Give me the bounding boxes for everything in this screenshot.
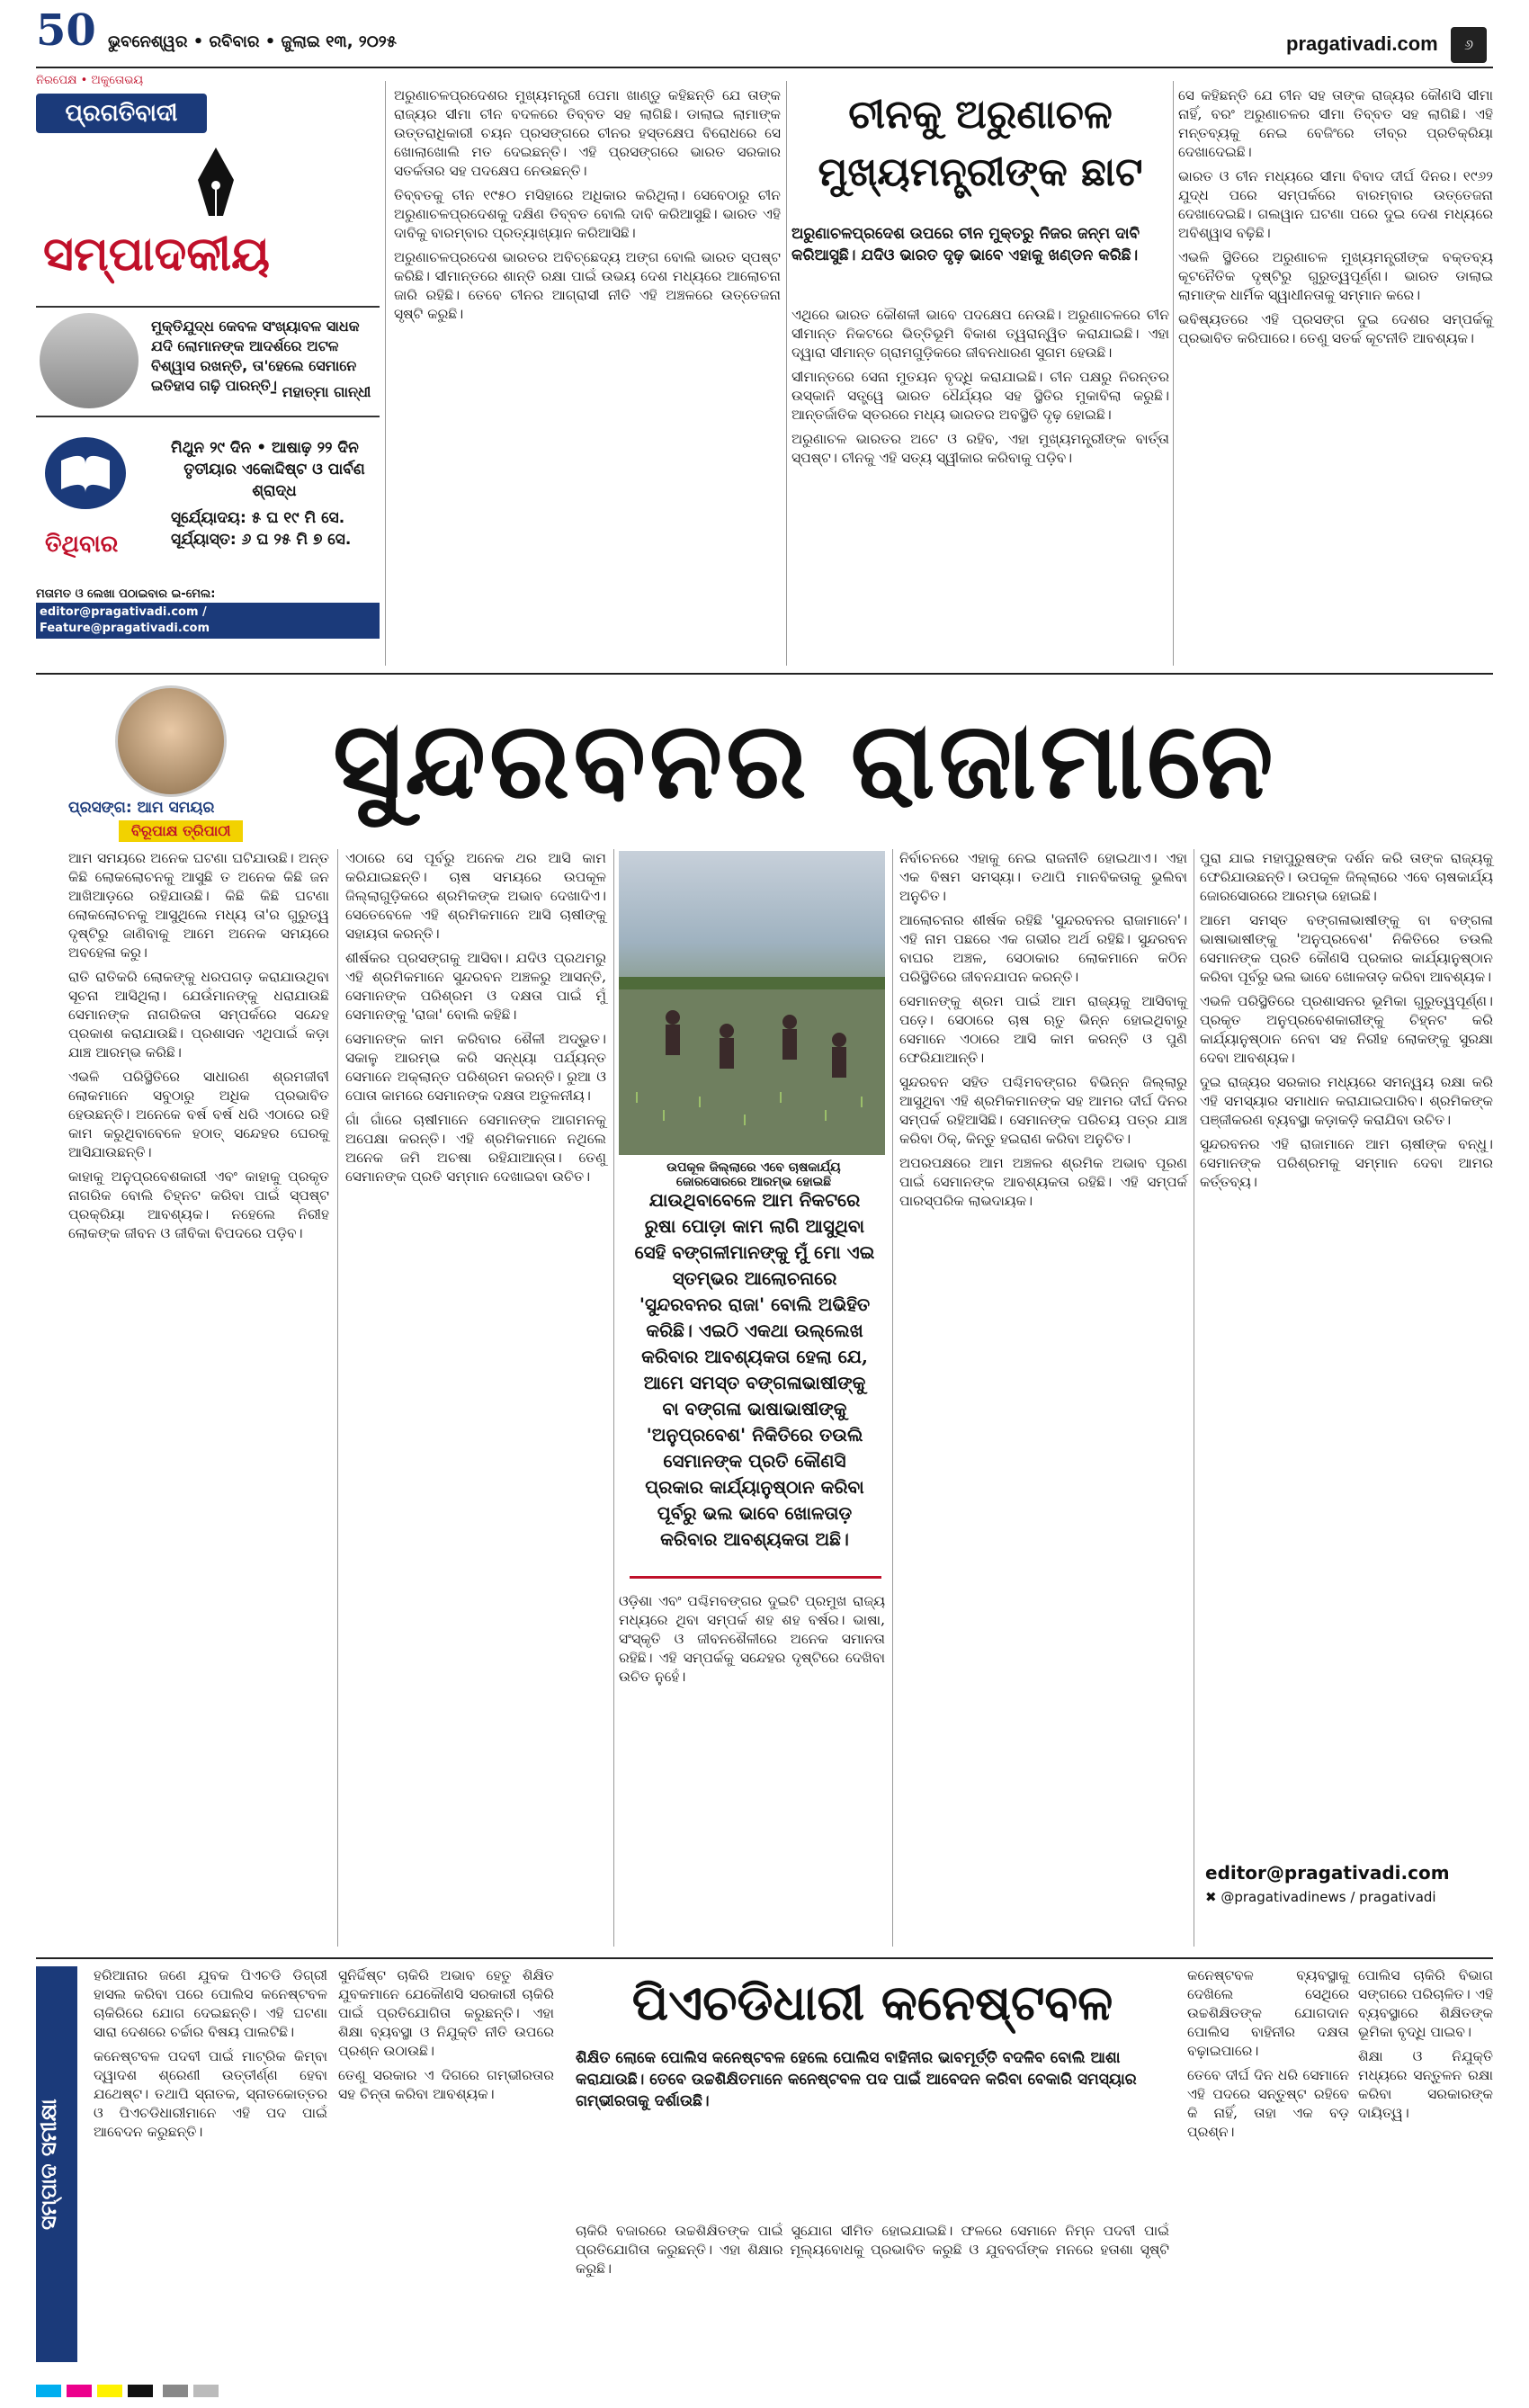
article-paragraph: ଦୁଇ ରାଜ୍ୟର ସରକାର ମଧ୍ୟରେ ସମନ୍ୱୟ ରକ୍ଷା କରି ଏହି ସମସ୍ୟାର ସମାଧାନ କରାଯାଇପାରିବ। ଶ୍ରମିକଙ୍କ ପଞ୍ଜୀକରଣ ବ୍ୟବସ୍ଥା କଡ଼ାକଡ଼ି କରାଯିବା ଉଚିତ।: [1200, 1074, 1493, 1128]
print-color-bar: [36, 2384, 1493, 2396]
bottom-body: [576, 2222, 1169, 2284]
book-icon: [45, 437, 126, 509]
article-paragraph: ନିର୍ବାଚନରେ ଏହାକୁ ନେଇ ରାଜନୀତି ହୋଇଥାଏ। ଏହା ଏକ ବିଷମ ସମସ୍ୟା। ତଥାପି ମାନବିକତାକୁ ଭୁଲିବା ଅନୁଚିତ।: [899, 850, 1187, 904]
article-paragraph: ଶୀର୍ଷକର ପ୍ରସଙ୍ଗକୁ ଆସିବା। ଯଦିଓ ପ୍ରଥମରୁ ଏହି ଶ୍ରମିକମାନେ ସୁନ୍ଦରବନ ଅଞ୍ଚଳରୁ ଆସନ୍ତି, ସେମାନଙ୍କ ପରିଶ୍ରମ ଓ ଦକ୍ଷତା ପାଇଁ ମୁଁ ସେମାନଙ୍କୁ 'ରାଜା' ବୋଲି କହିଛି।: [345, 950, 606, 1023]
editorial2-paragraph: ତିବ୍ବତକୁ ଚୀନ ୧୯୫୦ ମସିହାରେ ଅଧିକାର କରିଥିଲା। ସେବେଠାରୁ ଚୀନ ଅରୁଣାଚଳପ୍ରଦେଶକୁ ଦକ୍ଷିଣ ତିବ୍ବତ ବୋଲି ଦାବି କରିଆସୁଛି। ଭାରତ ଏହି ଦାବିକୁ ବାରମ୍ବାର ପ୍ରତ୍ୟାଖ୍ୟାନ କରିଆସିଛି।: [394, 187, 781, 241]
section-rule: [36, 1957, 1493, 1959]
editorial-column-3: [791, 306, 1169, 473]
bottom-lead: ଶିକ୍ଷିତ ଲୋକେ ପୋଲିସ କନେଷ୍ଟବଳ ହେଲେ ପୋଲିସ ବାହିନୀର ଭାବମୂର୍ତ୍ତି ବଦଳିବ ବୋଲି ଆଶା କରାଯାଉଛି। ତେବେ ଉଚ୍ଚଶିକ୍ଷିତମାନେ କନେଷ୍ଟବଳ ପଦ ପାଇଁ ଆବେଦନ କରିବା ବେକାରି ସମସ୍ୟାର ଗମ୍ଭୀରତାକୁ ଦର୍ଶାଉଛି।: [576, 2049, 1137, 2110]
bottom-paragraph: ତେବେ ଦୀର୍ଘ ଦିନ ଧରି ସେମାନେ ଏହି ପଦରେ ସନ୍ତୁଷ୍ଟ ରହିବେ କି ନାହିଁ, ତାହା ଏକ ବଡ଼ ପ୍ରଶ୍ନ।: [1187, 2067, 1349, 2140]
column-divider: [892, 849, 893, 1947]
editorial3-paragraph: ଅରୁଣାଚଳ ଭାରତର ଅଟେ ଓ ରହିବ, ଏହା ମୁଖ୍ୟମନ୍ତ୍ରୀଙ୍କ ବାର୍ତ୍ତା ସ୍ପଷ୍ଟ। ଚୀନକୁ ଏହି ସତ୍ୟ ସ୍ୱୀକାର କରିବାକୁ ପଡ଼ିବ।: [791, 431, 1169, 466]
tagline: ନିରପେକ୍ଷ • ଅକୁତୋଭୟ: [36, 74, 144, 87]
article-column-4: [899, 849, 1187, 1216]
calendar-info: [171, 437, 378, 551]
social-handle-text[interactable]: @pragativadinews / pragativadi: [1221, 1889, 1436, 1905]
bottom-paragraph: ପୋଲିସ ଚାକିରି ବିଭାଗ ସଙ୍ଗରେ ପରିଚାଳିତ। ଏହି ବ୍ୟବସ୍ଥାରେ ଶିକ୍ଷିତଙ୍କ ଭୂମିକା ବୃଦ୍ଧି ପାଇବ।: [1358, 1967, 1493, 2040]
calendar-line-2: ତୃତୀୟାର ଏକୋଦ୍ଦିଷ୍ଟ ଓ ପାର୍ବଣ ଶ୍ରାଦ୍ଧ: [183, 461, 365, 500]
bottom-paragraph: ତେଣୁ ସରକାର ଏ ଦିଗରେ ଗମ୍ଭୀରତାର ସହ ଚିନ୍ତା କରିବା ଆବଶ୍ୟକ।: [338, 2067, 554, 2102]
quote-author: – ମହାତ୍ମା ଗାନ୍ଧୀ: [270, 383, 371, 400]
column-divider: [385, 81, 386, 666]
column-divider: [337, 849, 338, 1947]
article-paragraph: ଏଭଳି ପରିସ୍ଥିତିରେ ସାଧାରଣ ଶ୍ରମଜୀବୀ ଲୋକମାନେ ସବୁଠାରୁ ଅଧିକ ପ୍ରଭାବିତ ହେଉଛନ୍ତି। ଅନେକେ ବର୍ଷ ବର୍ଷ ଧରି ଏଠାରେ ରହି କାମ କରୁଥିବାବେଳେ ହଠାତ୍ ସନ୍ଦେହର ଘେରକୁ ଆସିଯାଉଛନ୍ତି।: [68, 1069, 329, 1160]
editorial-headline-line-1: ଚୀନକୁ ଅରୁଣାଚଳ: [848, 92, 1113, 138]
bottom-paragraph: ସୁନିର୍ଦ୍ଦିଷ୍ଟ ଚାକିରି ଅଭାବ ହେତୁ ଶିକ୍ଷିତ ଯୁବକମାନେ ଯେକୌଣସି ସରକାରୀ ଚାକିରି ପାଇଁ ପ୍ରତିଯୋଗିତା କରୁଛନ୍ତି। ଏହା ଶିକ୍ଷା ବ୍ୟବସ୍ଥା ଓ ନିଯୁକ୍ତି ନୀତି ଉପରେ ପ୍ରଶ୍ନ ଉଠାଉଛି।: [338, 1967, 554, 2059]
page-number: ୬: [1451, 27, 1487, 63]
bottom-paragraph: ହରିଆନାର ଜଣେ ଯୁବକ ପିଏଚଡି ଡିଗ୍ରୀ ହାସଲ କରିବା ପରେ ପୋଲିସ କନେଷ୍ଟବଳ ଚାକିରିରେ ଯୋଗ ଦେଇଛନ୍ତି। ଏହି ଘଟଣା ସାରା ଦେଶରେ ଚର୍ଚ୍ଚାର ବିଷୟ ପାଲଟିଛି।: [94, 1967, 327, 2040]
article-paragraph: ଆମେ ସମସ୍ତ ବଙ୍ଗଳାଭାଷୀଙ୍କୁ ବା ବଙ୍ଗଳା ଭାଷାଭାଷୀଙ୍କୁ 'ଅନୁପ୍ରବେଶ' ନିକିତିରେ ତଉଲି ସେମାନଙ୍କ ପ୍ରତି କୌଣସି ପ୍ରକାର କାର୍ଯ୍ୟାନୁଷ୍ଠାନ କରିବା ପୂର୍ବରୁ ଭଲ ଭାବେ ଖୋଳତାଡ଼ କରିବା ଆବଶ୍ୟକ।: [1200, 912, 1493, 985]
x-icon: ✖: [1205, 1889, 1217, 1905]
feedback-email[interactable]: editor@pragativadi.com: [1205, 1862, 1450, 1884]
editorial4-paragraph: ଭବିଷ୍ୟତରେ ଏହି ପ୍ରସଙ୍ଗ ଦୁଇ ଦେଶର ସମ୍ପର୍କକୁ ପ୍ରଭାବିତ କରିପାରେ। ତେଣୁ ସତର୍କ କୂଟନୀତି ଆବଶ୍ୟକ।: [1178, 311, 1493, 346]
bottom-column-1: [94, 1966, 327, 2147]
sunrise-time: ସୂର୍ଯ୍ୟୋଦୟ: ୫ ଘ ୧୯ ମି ସେ.: [171, 509, 345, 527]
editorial3-paragraph: ଏଥିରେ ଭାରତ କୌଶଳୀ ଭାବେ ପଦକ୍ଷେପ ନେଉଛି। ଅରୁଣାଚଳରେ ଚୀନ ସୀମାନ୍ତ ନିକଟରେ ଭିତ୍ତିଭୂମି ବିକାଶ ତ୍ୱରାନ୍ୱିତ କରାଯାଇଛି। ଏହା ଦ୍ୱାରା ସୀମାନ୍ତ ଗ୍ରାମଗୁଡ଼ିକରେ ଜୀବନଧାରଣ ସୁଗମ ହେଉଛି।: [791, 307, 1169, 361]
pull-quote: ଯାଉଥିବାବେଳେ ଆମ ନିକଟରେ ରୁଷା ପୋଡ଼ା କାମ ଲାଗି ଆସୁଥିବା ସେହି ବଙ୍ଗଳୀମାନଙ୍କୁ ମୁଁ ମୋ ଏଇ ସ୍ତମ୍ଭର ଆଲୋଚନାରେ 'ସୁନ୍ଦରବନର ରାଜା' ବୋଲି ଅଭିହିତ କରିଛି। ଏଇଠି ଏକଥା ଉଲ୍ଲେଖ କରିବାର ଆବଶ୍ୟକତା ହେଲା ଯେ, ଆମେ ସମସ୍ତ ବଙ୍ଗଳାଭାଷୀଙ୍କୁ ବା ବଙ୍ଗଳା ଭାଷାଭାଷୀଙ୍କୁ 'ଅନୁପ୍ରବେଶ' ନିକିତିରେ ତଉଲି ସେମାନଙ୍କ ପ୍ରତି କୌଣସି ପ୍ରକାର କାର୍ଯ୍ୟାନୁଷ୍ଠାନ କରିବା ପୂର୍ବରୁ ଭଲ ଭାବେ ଖୋଳତାଡ଼ କରିବାର ଆବଶ୍ୟକତା ଅଛି।: [634, 1189, 875, 1550]
feedback-box: [1205, 1862, 1493, 1905]
article-paragraph: ସେମାନଙ୍କୁ ଶ୍ରମ ପାଇଁ ଆମ ରାଜ୍ୟକୁ ଆସିବାକୁ ପଡ଼େ। ସେଠାରେ ଚାଷ ଋତୁ ଭିନ୍ନ ହୋଇଥିବାରୁ ସେମାନେ ଏଠାରେ ଆସି କାମ କରନ୍ତି ଓ ପୁଣି ଫେରିଯାଆନ୍ତି।: [899, 993, 1187, 1066]
brand-name: ପ୍ରଗତିବାଦୀ: [36, 94, 207, 133]
bottom-paragraph: ଶିକ୍ଷା ଓ ନିଯୁକ୍ତି ମଧ୍ୟରେ ସନ୍ତୁଳନ ରକ୍ଷା କରିବା ସରକାରଙ୍କ ଦାୟିତ୍ୱ।: [1358, 2048, 1493, 2121]
column-divider: [786, 81, 787, 666]
bottom-paragraph: କନେଷ୍ଟବଳ ବ୍ୟବସ୍ଥାକୁ ଦେଖିଲେ ସେଥିରେ ଉଚ୍ଚଶିକ୍ଷିତଙ୍କ ଯୋଗଦାନ ପୋଲିସ ବାହିନୀର ଦକ୍ଷତା ବଢ଼ାଇପାରେ।: [1187, 1967, 1349, 2059]
editorial3-paragraph: ସୀମାନ୍ତରେ ସେନା ମୁତୟନ ବୃଦ୍ଧି କରାଯାଇଛି। ଚୀନ ପକ୍ଷରୁ ନିରନ୍ତର ଉସ୍କାନି ସତ୍ତ୍ୱେ ଭାରତ ଧୈର୍ଯ୍ୟର ସହ ସ୍ଥିତିର ମୁକାବିଲା କରୁଛି। ଆନ୍ତର୍ଜାତିକ ସ୍ତରରେ ମଧ୍ୟ ଭାରତର ଅବସ୍ଥିତି ଦୃଢ଼ ହୋଇଛି।: [791, 369, 1169, 423]
contact-email[interactable]: editor@pragativadi.com / Feature@pragativadi.com: [36, 603, 380, 639]
article-column-3: [619, 1592, 885, 1692]
sunset-time: ସୂର୍ଯ୍ୟାସ୍ତ: ୬ ଘ ୨୫ ମି ୭ ସେ.: [171, 531, 352, 549]
weekday-label: ତିଥିବାର: [45, 531, 119, 558]
article-paragraph: ଅପରପକ୍ଷରେ ଆମ ଅଞ୍ଚଳର ଶ୍ରମିକ ଅଭାବ ପୂରଣ ପାଇଁ ସେମାନଙ୍କ ଆବଶ୍ୟକତା ରହିଛି। ଏହି ସମ୍ପର୍କ ପାରସ୍ପରିକ ଲାଭଦାୟକ।: [899, 1155, 1187, 1209]
column-divider: [1173, 81, 1174, 666]
article-paragraph: ଏଭଳି ପରିସ୍ଥିତିରେ ପ୍ରଶାସନର ଭୂମିକା ଗୁରୁତ୍ୱପୂର୍ଣ୍ଣ। ପ୍ରକୃତ ଅନୁପ୍ରବେଶକାରୀଙ୍କୁ ଚିହ୍ନଟ କରି କାର୍ଯ୍ୟାନୁଷ୍ଠାନ ନେବା ସହ ନିରୀହ ଲୋକଙ୍କୁ ସୁରକ୍ଷା ଦେବା ଆବଶ୍ୟକ।: [1200, 993, 1493, 1066]
editorial-column-4: [1178, 86, 1493, 354]
photo-caption: ଉପକୂଳ ଜିଲ୍ଲାରେ ଏବେ ଚାଷକାର୍ଯ୍ୟ ଜୋରସୋରରେ ଆରମ୍ଭ ହୋଇଛି: [666, 1160, 841, 1189]
header-rule: [36, 67, 1493, 68]
contact-info: [36, 586, 380, 639]
article-column-5: [1200, 849, 1493, 1197]
gandhi-portrait: [40, 313, 139, 408]
article-paragraph: ପୁରା ଯାଇ ମହାପୁରୁଷଙ୍କ ଦର୍ଶନ କରି ତାଙ୍କ ରାଜ୍ୟକୁ ଫେରିଯାଉଛନ୍ତି। ଉପକୂଳ ଜିଲ୍ଲାରେ ଏବେ ଚାଷକାର୍ଯ୍ୟ ଜୋରସୋରରେ ଆରମ୍ଭ ହୋଇଛି।: [1200, 850, 1493, 904]
bottom-paragraph: ଚାକିରି ବଜାରରେ ଉଚ୍ଚଶିକ୍ଷିତଙ୍କ ପାଇଁ ସୁଯୋଗ ସୀମିତ ହୋଇଯାଇଛି। ଫଳରେ ସେମାନେ ନିମ୍ନ ପଦବୀ ପାଇଁ ପ୍ରତିଯୋଗିତା କରୁଛନ୍ତି। ଏହା ଶିକ୍ଷାର ମୂଲ୍ୟବୋଧକୁ ପ୍ରଭାବିତ କରୁଛି ଓ ଯୁବବର୍ଗଙ୍କ ମନରେ ହତାଶା ସୃଷ୍ଟି କରୁଛି।: [576, 2223, 1169, 2277]
contact-label: ମତାମତ ଓ ଲେଖା ପଠାଇବାର ଇ-ମେଲ:: [36, 587, 216, 601]
quote-text: ମୁକ୍ତିଯୁଦ୍ଧ କେବଳ ସଂଖ୍ୟାବଳ ସାଧକ ଯଦି ଲୋମାନଙ୍କ ଆଦର୍ଶରେ ଅଟଳ ବିଶ୍ୱାସ ରଖନ୍ତି, ତା'ହେଲେ ସେମାନେ ଇତିହାସ ଗଢ଼ି ପାରନ୍ତି।: [151, 318, 360, 394]
social-handles: [1205, 1889, 1493, 1905]
section-rule: [36, 673, 1493, 675]
article-paragraph: ଏଠାରେ ସେ ପୂର୍ବରୁ ଅନେକ ଥର ଆସି କାମ କରିଯାଇଛନ୍ତି। ଚାଷ ସମୟରେ ଉପକୂଳ ଜିଲ୍ଲାଗୁଡ଼ିକରେ ଶ୍ରମିକଙ୍କ ଅଭାବ ଦେଖାଦିଏ। ସେତେବେଳେ ଏହି ଶ୍ରମିକମାନେ ଆସି ଚାଷୀଙ୍କୁ ସହାୟତା କରନ୍ତି।: [345, 850, 606, 942]
bottom-column-4: [1358, 1966, 1493, 2128]
article-paragraph: ସେମାନଙ୍କ କାମ କରିବାର ଶୈଳୀ ଅଦ୍ଭୁତ। ସକାଳୁ ଆରମ୍ଭ କରି ସନ୍ଧ୍ୟା ପର୍ଯ୍ୟନ୍ତ ସେମାନେ ଅକ୍ଲାନ୍ତ ପରିଶ୍ରମ କରନ୍ତି। ରୁଆ ଓ ପୋତା କାମରେ ସେମାନଙ୍କ ଦକ୍ଷତା ଅତୁଳନୀୟ।: [345, 1031, 606, 1104]
article-paragraph: ଗାଁ ଗାଁରେ ଚାଷୀମାନେ ସେମାନଙ୍କ ଆଗମନକୁ ଅପେକ୍ଷା କରନ୍ତି। ଏହି ଶ୍ରମିକମାନେ ନଥିଲେ ଅନେକ ଜମି ଅଚଷା ରହିଯାଆନ୍ତା। ତେଣୁ ସେମାନଙ୍କ ପ୍ରତି ସମ୍ମାନ ଦେଖାଇବା ଉଚିତ।: [345, 1112, 606, 1185]
article-paragraph: ସୁନ୍ଦରବନ ସହିତ ପଶ୍ଚିମବଙ୍ଗର ବିଭିନ୍ନ ଜିଲ୍ଲାରୁ ଆସୁଥିବା ଏହି ଶ୍ରମିକମାନଙ୍କ ସହ ଆମର ଦୀର୍ଘ ଦିନର ସମ୍ପର୍କ ରହିଆସିଛି। ସେମାନଙ୍କ ପରିଚୟ ପତ୍ର ଯାଞ୍ଚ କରିବା ଠିକ୍, କିନ୍ତୁ ହଇରାଣ କରିବା ଅନୁଚିତ।: [899, 1074, 1187, 1147]
editorial-headline: [791, 86, 1169, 221]
calendar-line-1: ମିଥୁନ ୨୯ ଦିନ • ଆଷାଢ଼ ୨୨ ଦିନ: [171, 439, 359, 457]
bottom-column-3: [1187, 1966, 1349, 2147]
anniversary-logo: [36, 5, 99, 59]
pen-nib-icon: [189, 144, 243, 225]
article-paragraph: ଓଡ଼ିଶା ଏବଂ ପଶ୍ଚିମବଙ୍ଗର ଦୁଇଟି ପ୍ରମୁଖ ରାଜ୍ୟ ମଧ୍ୟରେ ଥିବା ସମ୍ପର୍କ ଶହ ଶହ ବର୍ଷର। ଭାଷା, ସଂସ୍କୃତି ଓ ଜୀବନଶୈଳୀରେ ଅନେକ ସମାନତା ରହିଛି। ଏହି ସମ୍ପର୍କକୁ ସନ୍ଦେହର ଦୃଷ୍ଟିରେ ଦେଖିବା ଉଚିତ ନୁହେଁ।: [619, 1593, 885, 1685]
editorial4-paragraph: ଏଭଳି ସ୍ଥିତିରେ ଅରୁଣାଚଳ ମୁଖ୍ୟମନ୍ତ୍ରୀଙ୍କ ବକ୍ତବ୍ୟ କୂଟନୈତିକ ଦୃଷ୍ଟିରୁ ଗୁରୁତ୍ୱପୂର୍ଣ୍ଣ। ଭାରତ ଡାଲାଇ ଲାମାଙ୍କ ଧାର୍ମିକ ସ୍ୱାଧୀନତାକୁ ସମ୍ମାନ କରେ।: [1178, 249, 1493, 303]
article-paragraph: ସୁନ୍ଦରବନର ଏହି ରାଜାମାନେ ଆମ ଚାଷୀଙ୍କ ବନ୍ଧୁ। ସେମାନଙ୍କ ପରିଶ୍ରମକୁ ସମ୍ମାନ ଦେବା ଆମର କର୍ତ୍ତବ୍ୟ।: [1200, 1136, 1493, 1190]
article-paragraph: ରାତି ରାତିକରି ଲୋକଙ୍କୁ ଧରପଗଡ଼ କରାଯାଉଥିବା ସୂଚନା ଆସିଥିଲା। ଯେଉଁମାନଙ୍କୁ ଧରାଯାଉଛି ସେମାନଙ୍କ ନାଗରିକତା ସମ୍ପର୍କରେ ସନ୍ଦେହ ପ୍ରକାଶ କରାଯାଉଛି। ପ୍ରଶାସନ ଏଥିପାଇଁ କଡ଼ା ଯାଞ୍ଚ ଆରମ୍ଭ କରିଛି।: [68, 969, 329, 1061]
editorial2-paragraph: ଅରୁଣାଚଳପ୍ରଦେଶର ମୁଖ୍ୟମନ୍ତ୍ରୀ ପେମା ଖାଣ୍ଡୁ କହିଛନ୍ତି ଯେ ତାଙ୍କ ରାଜ୍ୟର ସୀମା ଚୀନ ବଦଳରେ ତିବ୍ବତ ସହ ଲାଗିଛି। ଡାଲାଇ ଲାମାଙ୍କ ଉତ୍ତରାଧିକାରୀ ଚୟନ ପ୍ରସଙ୍ଗରେ ଚୀନର ହସ୍ତକ୍ଷେପ ବିରୋଧରେ ସେ ଖୋଲାଖୋଲି ମତ ଦେଇଛନ୍ତି। ଏହି ପ୍ରସଙ୍ଗରେ ଭାରତ ସରକାର ସତର୍କତାର ସହ ପଦକ୍ଷେପ ନେଉଛନ୍ତି।: [394, 87, 781, 179]
logo-number: 50: [36, 5, 96, 56]
paddy-field-photo: [619, 851, 885, 1155]
article-headline: ସୁନ୍ଦରବନର ରାଜାମାନେ: [333, 697, 1277, 822]
editorial4-paragraph: ଭାରତ ଓ ଚୀନ ମଧ୍ୟରେ ସୀମା ବିବାଦ ଦୀର୍ଘ ଦିନର। ୧୯୬୨ ଯୁଦ୍ଧ ପରେ ସମ୍ପର୍କରେ ବାରମ୍ବାର ଉତ୍ତେଜନା ଦେଖାଦେଇଛି। ଗଲୱାନ ଘଟଣା ପରେ ଦୁଇ ଦେଶ ମଧ୍ୟରେ ଅବିଶ୍ୱାସ ବଢ଼ିଛି।: [1178, 168, 1493, 241]
column-label: ପ୍ରସଙ୍ଗ: ଆମ ସମୟର: [68, 799, 215, 817]
side-label: ସମ୍ପାଦ ସମୀକ୍ଷା: [36, 2099, 61, 2230]
author-name: ବିରୂପାକ୍ଷ ତ୍ରିପାଠୀ: [119, 820, 243, 842]
author-photo: [115, 685, 227, 797]
bottom-paragraph: କନେଷ୍ଟବଳ ପଦବୀ ପାଇଁ ମାଟ୍ରିକ କିମ୍ବା ଦ୍ୱାଦଶ ଶ୍ରେଣୀ ଉତ୍ତୀର୍ଣ୍ଣ ହେବା ଯଥେଷ୍ଟ। ତଥାପି ସ୍ନାତକ, ସ୍ନାତକୋତ୍ତର ଓ ପିଏଚଡିଧାରୀମାନେ ଏହି ପଦ ପାଇଁ ଆବେଦନ କରୁଛନ୍ତି।: [94, 2048, 327, 2140]
editorial-lead: ଅରୁଣାଚଳପ୍ରଦେଶ ଉପରେ ଚୀନ ମୁକ୍ତରୁ ନିଜର ଜନ୍ମ ଦାବି କରିଆସୁଛି। ଯଦିଓ ଭାରତ ଦୃଢ଼ ଭାବେ ଏହାକୁ ଖଣ୍ଡନ କରିଛି।: [791, 225, 1140, 264]
editorial-column-2: [394, 86, 781, 662]
article-column-2: [345, 849, 606, 1192]
column-divider: [613, 849, 614, 1947]
bottom-column-2: [338, 1966, 554, 2109]
article-paragraph: କାହାକୁ ଅନୁପ୍ରବେଶକାରୀ ଏବଂ କାହାକୁ ପ୍ରକୃତ ନାଗରିକ ବୋଲି ଚିହ୍ନଟ କରିବା ପାଇଁ ସ୍ପଷ୍ଟ ପ୍ରକ୍ରିୟା ଆବଶ୍ୟକ। ନହେଲେ ନିରୀହ ଲୋକଙ୍କ ଜୀବନ ଓ ଜୀବିକା ବିପଦରେ ପଡ଼ିବ।: [68, 1168, 329, 1241]
editorial4-paragraph: ସେ କହିଛନ୍ତି ଯେ ଚୀନ ସହ ତାଙ୍କ ରାଜ୍ୟର କୌଣସି ସୀମା ନାହିଁ, ବରଂ ଅରୁଣାଚଳର ସୀମା ତିବ୍ବତ ସହ ଲାଗିଛି। ଏହି ମନ୍ତବ୍ୟକୁ ନେଇ ବେଜିଂରେ ତୀବ୍ର ପ୍ରତିକ୍ରିୟା ଦେଖାଦେଇଛି।: [1178, 87, 1493, 160]
editorial-headline-line-2: ମୁଖ୍ୟମନ୍ତ୍ରୀଙ୍କ ଛାଟ: [818, 149, 1143, 195]
editorial-title: ସମ୍ପାଦକୀୟ: [43, 227, 270, 282]
pull-quote-rule: [630, 1576, 881, 1579]
site-url[interactable]: pragativadi.com: [1286, 32, 1438, 55]
article-paragraph: ଆମ ସମୟରେ ଅନେକ ଘଟଣା ଘଟିଯାଉଛି। ଅନ୍ତ କିଛି ଲୋକଲୋଚନକୁ ଆସୁଛି ତ ଅନେକ କିଛି ଜନ ଆଖିଆଡ଼ରେ ରହିଯାଉଛି। କିଛି କିଛି ଘଟଣା ଲୋକଲୋଚନକୁ ଆସୁଥିଲେ ମଧ୍ୟ ତା'ର ଗୁରୁତ୍ୱ ଦୃଷ୍ଟିରୁ ଜାଣିବାକୁ ଆମେ ଅନେକ ସମୟରେ ଅବହେଳା କରୁ।: [68, 850, 329, 961]
dateline: ଭୁବନେଶ୍ୱର • ରବିବାର • ଜୁଲାଇ ୧୩, ୨୦୨୫: [108, 32, 397, 51]
bottom-headline: ପିଏଚଡିଧାରୀ କନେଷ୍ଟବଳ: [631, 1974, 1113, 2031]
article-column-1: [68, 849, 329, 1249]
editorial2-paragraph: ଅରୁଣାଚଳପ୍ରଦେଶ ଭାରତର ଅବିଚ୍ଛେଦ୍ୟ ଅଙ୍ଗ ବୋଲି ଭାରତ ସ୍ପଷ୍ଟ କରିଛି। ସୀମାନ୍ତରେ ଶାନ୍ତି ରକ୍ଷା ପାଇଁ ଉଭୟ ଦେଶ ମଧ୍ୟରେ ଆଲୋଚନା ଜାରି ରହିଛି। ତେବେ ଚୀନର ଆଗ୍ରାସୀ ନୀତି ଏହି ଅଞ୍ଚଳରେ ଉତ୍ତେଜନା ସୃଷ୍ଟି କରୁଛି।: [394, 249, 781, 322]
article-paragraph: ଆଲୋଚନାର ଶୀର୍ଷକ ରହିଛି 'ସୁନ୍ଦରବନର ରାଜାମାନେ'। ଏହି ନାମ ପଛରେ ଏକ ଗଭୀର ଅର୍ଥ ରହିଛି। ସୁନ୍ଦରବନ ବାଘର ଅଞ୍ଚଳ, ସେଠାକାର ଲୋକମାନେ କଠିନ ପରିସ୍ଥିତିରେ ଜୀବନଯାପନ କରନ୍ତି।: [899, 912, 1187, 985]
